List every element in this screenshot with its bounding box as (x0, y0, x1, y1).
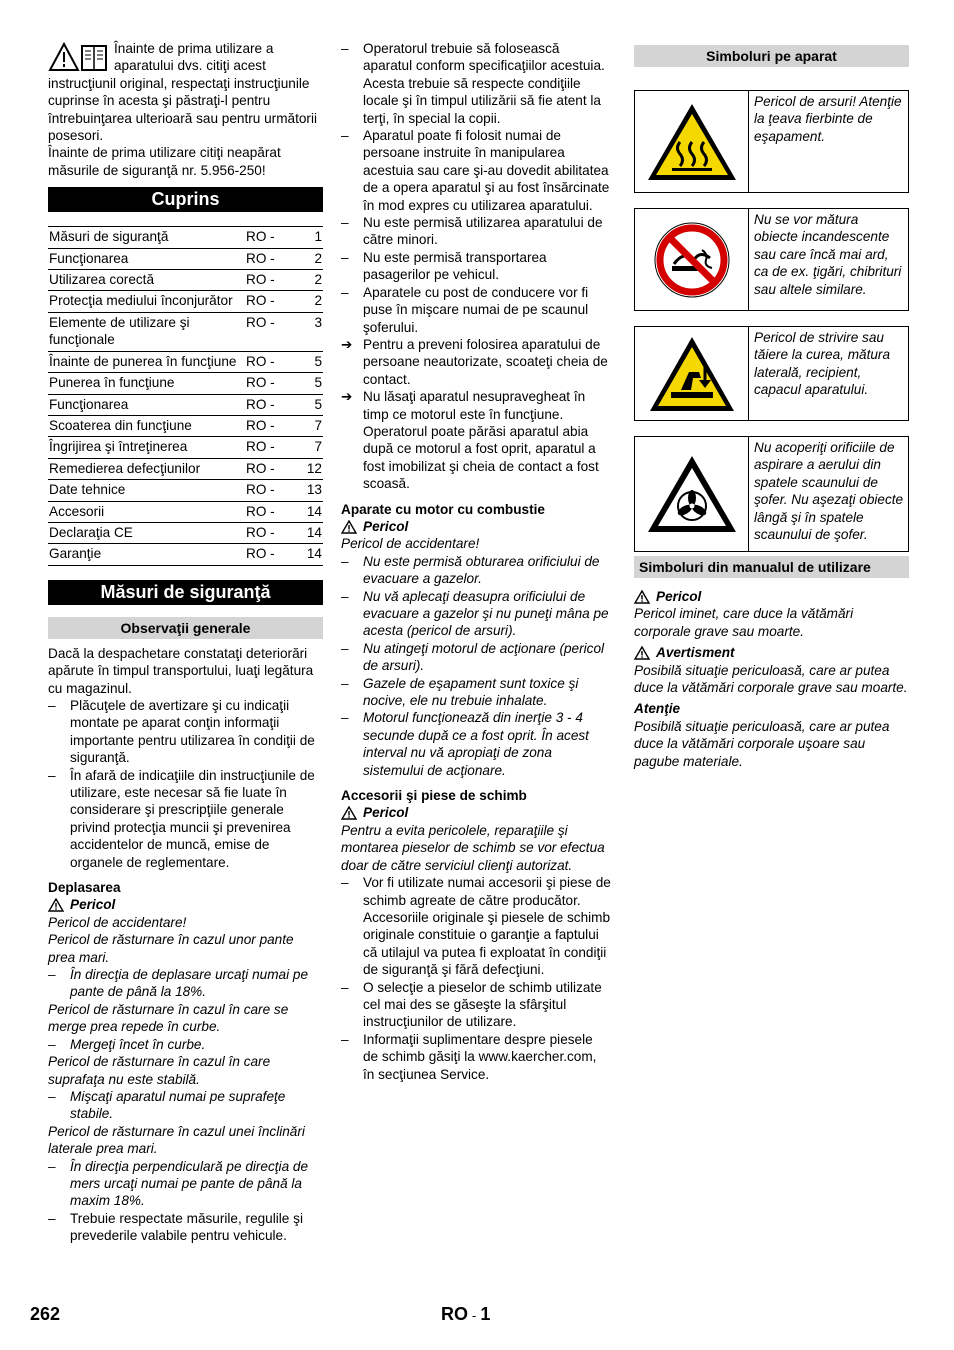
list-item: – Trebuie respectate măsurile, regulile şi prevederile valabile pentru vehicule. (48, 1210, 303, 1244)
accessories-warning: Pericol (341, 804, 611, 821)
toc-entry-ref: RO - (245, 544, 287, 565)
toc-row (48, 291, 323, 312)
travel-warning: Pericol (48, 896, 323, 913)
engine-risk: Pericol de accidentare! (341, 536, 480, 552)
toc-entry-title: Accesorii (48, 501, 245, 522)
toc-row (48, 415, 323, 436)
danger-text: Pericol iminet, care duce la vătămări corporale grave sau moarte. (634, 606, 854, 639)
toc-entry-title: Îngrijirea şi întreţinerea (48, 437, 245, 458)
toc-entry-ref: RO - (245, 248, 287, 269)
toc-row (48, 480, 323, 501)
toc-entry-title: Punerea în funcţiune (48, 373, 245, 394)
warning-triangle-icon (634, 646, 650, 660)
toc-row (48, 270, 323, 291)
intro-paragraph-1: Înainte de prima utilizare a aparatului dvs. citiţi acest instrucţiunil original, respectaţi instrucţiunile cuprinse în acesta şi păstraţi-l pentru întrebuinţarea ulterioară sau pentru următorii posesori. (48, 41, 318, 144)
toc-entry-ref: RO - (245, 415, 287, 436)
toc-row (48, 248, 323, 269)
toc-entry-page: 2 (287, 270, 323, 291)
toc-row (48, 394, 323, 415)
symbol-text: Nu se vor mătura obiecte incandescente sau care încă mai ard, ca de ex. ţigări, chibrituri sau altele similare. (754, 212, 902, 297)
manual-symbols-title: Simboluri din manualul de utilizare (634, 556, 909, 578)
column-right (634, 40, 909, 770)
toc-entry-title: Funcţionarea (48, 394, 245, 415)
toc-entry-page: 1 (287, 227, 323, 248)
list-item: – Nu este permisă obturarea orificiului de evacuare a gazelor. (341, 553, 600, 587)
page-number: 262 (30, 1304, 61, 1324)
warning-triangle-icon (341, 520, 357, 534)
list-item: – În afară de indicaţiile din instrucţiunile de utilizare, este necesar să fie luate în considerare şi prescripţiile generale privind protecţia muncii şi prevenirea accidentelor de muncă, emise de organele de reglementare. (48, 767, 315, 870)
list-item: – Aparatele cu post de conducere vor fi puse în mişcare numai de pe scaunul şoferului. (341, 284, 589, 335)
list-item: – Operatorul trebuie să folosească aparatul conform specificaţiilor acestuia. Acesta trebuie să respecte condiţiile locale şi în timpul utilizării să fie atent la terţi, în special la copii. (341, 41, 605, 126)
warning-label: Avertisment (634, 644, 909, 661)
list-item: – Nu atingeţi motorul de acţionare (pericol de arsuri). (341, 640, 605, 674)
page-language-number: RO - 1 (441, 1304, 491, 1324)
list-item: – Motorul funcţionează din inerţie 3 - 4 secunde după ce a fost oprit. În acest interval nu vă apropiaţi de zona sistemului de acţionare. (341, 710, 589, 778)
toc-entry-page: 7 (287, 415, 323, 436)
toc-title: Cuprins (48, 187, 323, 212)
crush-hazard-icon (635, 327, 749, 420)
column-middle (341, 40, 611, 1083)
safety-title: Măsuri de siguranţă (48, 580, 323, 605)
toc-entry-title: Declaraţia CE (48, 522, 245, 543)
arrow-right-icon: ➔ (341, 336, 353, 352)
toc-entry-page: 3 (287, 312, 323, 351)
toc-table (48, 226, 323, 566)
toc-entry-ref: RO - (245, 480, 287, 501)
toc-entry-title: Măsuri de siguranţă (48, 227, 245, 248)
toc-row (48, 312, 323, 351)
hot-surface-icon (635, 91, 749, 192)
travel-risk: Pericol de accidentare! (48, 914, 187, 930)
toc-entry-page: 5 (287, 351, 323, 372)
list-item: – O selecţie a pieselor de schimb utilizate cel mai des se găseşte la sfârşitul instrucţiunilor de utilizare. (341, 979, 602, 1030)
list-item: – Informaţii suplimentare despre piesele de schimb găsiţi la www.kaercher.com, în secţiunea Service. (341, 1031, 597, 1082)
list-item: – Gazele de eşapament sunt toxice şi nocive, ele nu trebuie inhalate. (341, 675, 579, 709)
general-title: Observaţii generale (48, 617, 323, 639)
toc-entry-page: 7 (287, 437, 323, 458)
list-item: – Aparatul poate fi folosit numai de persoane instruite în manipularea acestuia sau care şi-au dovedit abilitatea de a opera aparatul şi au fost însărcinate în mod expres cu utilizarea aparatului. (341, 128, 610, 213)
caution-label: Atenţie (634, 701, 681, 717)
toc-entry-title: Elemente de utilizare şi funcţionale (48, 312, 245, 351)
travel-risk: Pericol de răsturnare în cazul în care se merge prea repede în curbe. (48, 1001, 289, 1035)
toc-entry-page: 2 (287, 291, 323, 312)
accessories-paragraph: Pentru a evita pericolele, reparaţiile şi montarea pieselor de schimb se vor efectua doar de către serviciul clienţi autorizat. (341, 822, 605, 873)
warning-triangle-icon (634, 590, 650, 604)
accessories-title: Accesorii şi piese de schimb (341, 788, 527, 804)
toc-row (48, 373, 323, 394)
warning-triangle-icon (48, 898, 64, 912)
toc-entry-ref: RO - (245, 351, 287, 372)
toc-row (48, 522, 323, 543)
danger-label: Pericol (634, 588, 909, 605)
toc-entry-title: Înainte de punerea în funcţiune (48, 351, 245, 372)
list-item: – Vor fi utilizate numai accesorii şi piese de schimb agreate de către producător. Accesoriile originale şi piesele de schimb originale constituie o garanţie a faptului că utilajul va putea fi exploatat în condiţii de siguranţă şi fără defecţiuni. (341, 875, 611, 978)
symbol-text: Pericol de arsuri! Atenţie la ţeava fierbinte de eşapament. (754, 94, 902, 144)
toc-entry-ref: RO - (245, 373, 287, 394)
travel-risk: Pericol de răsturnare în cazul unor pante prea mari. (48, 932, 294, 965)
list-item: – În direcţia perpendiculară pe direcţia de mers urcaţi numai pe pante de până la maxim 18%. (48, 1158, 309, 1209)
toc-row (48, 501, 323, 522)
toc-entry-ref: RO - (245, 312, 287, 351)
warning-triangle-icon (341, 806, 357, 820)
toc-entry-ref: RO - (245, 227, 287, 248)
toc-row (48, 351, 323, 372)
toc-entry-title: Funcţionarea (48, 248, 245, 269)
toc-entry-ref: RO - (245, 458, 287, 479)
list-item: – Mergeţi încet în curbe. (48, 1036, 206, 1052)
toc-entry-ref: RO - (245, 437, 287, 458)
toc-entry-page: 12 (287, 458, 323, 479)
toc-entry-page: 14 (287, 522, 323, 543)
toc-entry-page: 14 (287, 501, 323, 522)
toc-row (48, 227, 323, 248)
toc-entry-ref: RO - (245, 270, 287, 291)
intro-paragraph-2: Înainte de prima utilizare citiţi neapărat măsurile de siguranţă nr. 5.956-250! (48, 145, 281, 178)
toc-entry-ref: RO - (245, 501, 287, 522)
toc-entry-page: 13 (287, 480, 323, 501)
list-item: – În direcţia de deplasare urcaţi numai pe pante de până la 18%. (48, 967, 309, 1000)
toc-entry-page: 2 (287, 248, 323, 269)
list-item: – Nu este permisă utilizarea aparatului de către minori. (341, 215, 603, 248)
toc-entry-title: Protecţia mediului înconjurător (48, 291, 245, 312)
toc-entry-title: Utilizarea corectă (48, 270, 245, 291)
symbol-row (634, 90, 909, 193)
caution-text: Posibilă situaţie periculoasă, care ar putea duce la vătămări corporale uşoare sau pagube materiale. (634, 718, 890, 769)
toc-row (48, 437, 323, 458)
toc-entry-ref: RO - (245, 394, 287, 415)
toc-entry-title: Remedierea defecţiunilor (48, 458, 245, 479)
symbol-text: Pericol de strivire sau tăiere la curea, mătura laterală, recipient, capacul aparatului. (754, 330, 891, 398)
list-item: – Mişcaţi aparatul numai pe suprafeţe stabile. (48, 1088, 286, 1122)
fan-warning-icon (635, 437, 749, 551)
symbol-text: Nu acoperiţi orificiile de aspirare a aerului din spatele scaunului de şofer. Nu aşezaţi obiecte lângă şi în spatele scaunului de şofer. (754, 440, 904, 543)
toc-entry-ref: RO - (245, 522, 287, 543)
toc-entry-page: 14 (287, 544, 323, 565)
list-item: – Nu vă aplecaţi deasupra orificiului de evacuare a gazelor şi nu puneţi mâna pe acesta (pericol de arsuri). (341, 588, 609, 639)
toc-entry-page: 5 (287, 373, 323, 394)
toc-entry-title: Date tehnice (48, 480, 245, 501)
travel-risk: Pericol de răsturnare în cazul unei înclinări laterale prea mari. (48, 1123, 305, 1157)
travel-title: Deplasarea (48, 880, 121, 896)
arrow-right-icon: ➔ (341, 389, 353, 405)
arrow-item: ➔ Nu lăsaţi aparatul nesupravegheat în timp ce motorul este în funcţiune. Operatorul poate părăsi aparatul abia după ce motorul a fost oprit, aparatul a fost imobilizat şi cheia de contact a fost scoasă. (341, 389, 599, 492)
travel-risk: Pericol de răsturnare în cazul în care suprafaţa nu este stabilă. (48, 1054, 271, 1087)
toc-entry-ref: RO - (245, 291, 287, 312)
toc-entry-page: 5 (287, 394, 323, 415)
list-item: – Nu este permisă transportarea pasagerilor pe vehicul. (341, 249, 547, 283)
engine-title: Aparate cu motor cu combustie (341, 501, 545, 517)
toc-entry-title: Scoaterea din funcţiune (48, 415, 245, 436)
list-item: – Plăcuţele de avertizare şi cu indicaţii montate pe aparat conţin informaţii importante pentru utilizarea în condiţii de siguranţă. (48, 697, 315, 766)
column-left (48, 40, 323, 1245)
engine-warning: Pericol (341, 518, 611, 535)
intro (48, 40, 323, 179)
symbol-row (634, 208, 909, 311)
warning-manual-icon (48, 42, 110, 72)
symbol-row (634, 436, 909, 552)
no-burning-objects-icon (635, 209, 749, 310)
toc-row (48, 458, 323, 479)
toc-row (48, 544, 323, 565)
symbols-title: Simboluri pe aparat (634, 45, 909, 67)
toc-entry-title: Garanţie (48, 544, 245, 565)
general-paragraph: Dacă la despachetare constataţi deteriorări apărute în timpul transportului, luaţi legătura cu magazinul. (48, 645, 314, 696)
symbol-row (634, 326, 909, 421)
warning-text: Posibilă situaţie periculoasă, care ar putea duce la vătămări corporale grave sau moarte. (634, 662, 908, 696)
arrow-item: ➔ Pentru a preveni folosirea aparatului de persoane neautorizate, scoateţi cheia de contact. (341, 336, 608, 387)
